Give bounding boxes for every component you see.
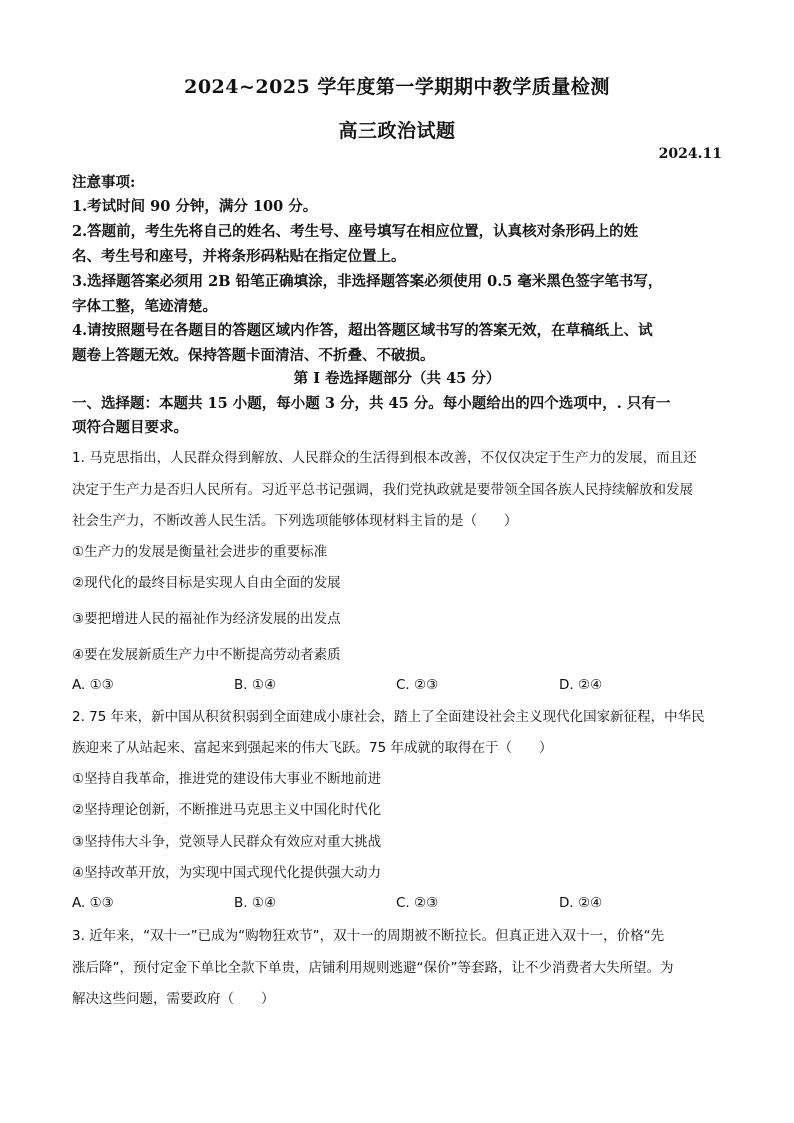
question-1-statement: ①生产力的发展是衡量社会进步的重要标准 (72, 544, 328, 560)
option-c: C. ②③ (396, 895, 439, 911)
question-1-statement: ②现代化的最终目标是实现人自由全面的发展 (72, 575, 341, 591)
question-3-stem: 涨后降”，预付定金下单比全款下单贵，店铺利用规则逃避“保价”等套路，让不少消费者大失所望。为 (72, 960, 674, 976)
notice-heading: 注意事项: (72, 174, 136, 191)
question-1-stem: 社会生产力，不断改善人民生活。下列选项能够体现材料主旨的是（ ） (72, 513, 518, 529)
question-2-stem: 族迎来了从站起来、富起来到强起来的伟大飞跃。75 年成就的取得在于（ ） (72, 740, 553, 756)
option-a: A. ①③ (72, 895, 114, 911)
question-2-stem: 2. 75 年来，新中国从积贫积弱到全面建成小康社会，踏上了全面建设社会主义现代化国家新征程，中华民 (72, 709, 705, 725)
exam-subtitle: 高三政治试题 (338, 120, 456, 142)
question-2-statement: ①坚持自我革命，推进党的建设伟大事业不断地前进 (72, 771, 382, 787)
option-d: D. ②④ (559, 895, 603, 911)
question-2-options (72, 895, 722, 915)
section-heading: 第 I 卷选择题部分（共 45 分） (293, 370, 501, 387)
notice-item: 1.考试时间 90 分钟，满分 100 分。 (72, 198, 318, 215)
question-2-statement: ②坚持理论创新，不断推进马克思主义中国化时代化 (72, 802, 382, 818)
option-b: B. ①④ (234, 895, 277, 911)
notice-item: 2.答题前，考生先将自己的姓名、考生号、座号填写在相应位置，认真核对条形码上的姓 (72, 223, 639, 240)
notice-item: 4.请按照题号在各题目的答题区域内作答，超出答题区域书写的答案无效，在草稿纸上、试 (72, 322, 653, 339)
exam-date: 2024.11 (658, 146, 722, 162)
question-2-statement: ④坚持改革开放，为实现中国式现代化提供强大动力 (72, 865, 382, 881)
question-1-stem: 决定于生产力是否归人民所有。习近平总书记强调，我们党执政就是要带领全国各族人民持续解放和发展 (72, 482, 693, 498)
question-1-statement: ④要在发展新质生产力中不断提高劳动者素质 (72, 647, 341, 663)
question-1-options (72, 677, 722, 697)
option-b: B. ①④ (234, 677, 277, 693)
option-d: D. ②④ (559, 677, 603, 693)
question-2-statement: ③坚持伟大斗争，党领导人民群众有效应对重大挑战 (72, 834, 382, 850)
section-intro: 项符合题目要求。 (72, 419, 188, 436)
question-1-stem: 1. 马克思指出，人民群众得到解放、人民群众的生活得到根本改善，不仅仅决定于生产力的发展，而且还 (72, 450, 697, 466)
question-3-stem: 3. 近年来，“双十一”已成为“购物狂欢节”，双十一的周期被不断拉长。但真正进入双十一，价格“先 (72, 928, 665, 944)
option-c: C. ②③ (396, 677, 439, 693)
notice-item: 名、考生号和座号，并将条形码粘贴在指定位置上。 (72, 248, 406, 265)
question-3-stem: 解决这些问题，需要政府（ ） (72, 991, 275, 1007)
section-intro: 一、选择题：本题共 15 小题，每小题 3 分，共 45 分。每小题给出的四个选项中，. 只有一 (72, 395, 671, 412)
notice-item: 题卷上答题无效。保持答题卡面清洁、不折叠、不破损。 (72, 347, 435, 364)
question-1-statement: ③要把增进人民的福祉作为经济发展的出发点 (72, 611, 341, 627)
notice-item: 字体工整，笔迹清楚。 (72, 298, 217, 315)
exam-title: 2024~2025 学年度第一学期期中教学质量检测 (184, 76, 610, 98)
notice-item: 3.选择题答案必须用 2B 铅笔正确填涂，非选择题答案必须使用 0.5 毫米黑色签字笔书写， (72, 273, 663, 290)
option-a: A. ①③ (72, 677, 114, 693)
